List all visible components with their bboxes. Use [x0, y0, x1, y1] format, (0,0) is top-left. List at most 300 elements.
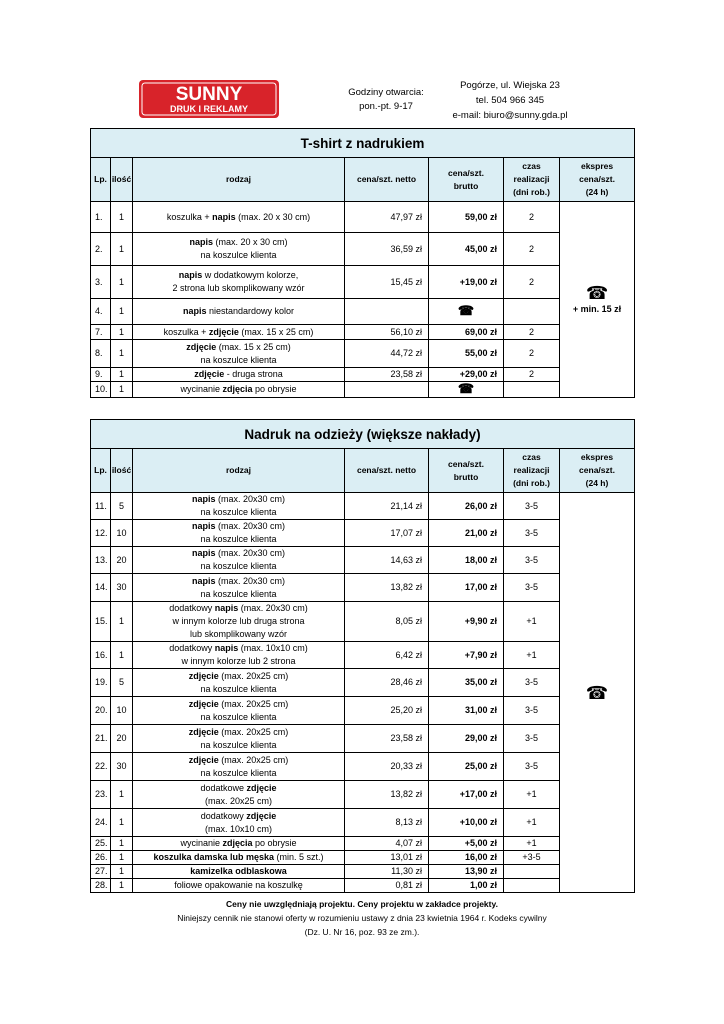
row-quantity: 1: [111, 202, 133, 233]
gross-price: 17,00 zł: [429, 574, 504, 602]
lead-time: [504, 865, 560, 879]
table-row: [91, 368, 635, 382]
description-line1: [133, 269, 344, 282]
description-line1: [133, 726, 344, 739]
gross-price: +17,00 zł: [429, 781, 504, 809]
row-quantity: 5: [111, 493, 133, 520]
row-quantity: 1: [111, 809, 133, 837]
description-line2: na koszulce klienta: [200, 507, 277, 517]
gross-price: +9,90 zł: [429, 602, 504, 642]
row-number: 14.: [91, 574, 111, 602]
product-description: [133, 299, 345, 325]
row-number: 24.: [91, 809, 111, 837]
table-title: Nadruk na odzieży (większe nakłady): [91, 420, 635, 449]
description-line1: [133, 879, 344, 892]
description-text: (max. 20x25 cm): [218, 754, 289, 765]
description-keyword: zdjęcie: [186, 341, 217, 352]
net-price: 8,05 zł: [345, 602, 429, 642]
description-text: (max. 20x30 cm): [215, 548, 286, 558]
description-text: niestandardowy kolor: [206, 306, 295, 316]
header-qty: ilość: [111, 449, 133, 493]
header-express-line3: (24 h): [585, 478, 609, 488]
header-qty: ilość: [111, 158, 133, 202]
header-express: [560, 449, 635, 493]
description-line1: [133, 493, 344, 506]
row-quantity: 1: [111, 851, 133, 865]
description-line2: 2 strona lub skomplikowany wzór: [172, 283, 305, 293]
product-description: [133, 669, 345, 697]
description-keyword: napis: [212, 211, 236, 222]
gross-price: +10,00 zł: [429, 809, 504, 837]
description-line2: na koszulce klienta: [200, 711, 277, 722]
description-keyword: napis: [178, 270, 203, 280]
logo-brand-text: SUNNY: [175, 84, 243, 105]
phone-icon: ☎: [457, 381, 475, 396]
description-line2: na koszulce klienta: [200, 561, 277, 571]
row-quantity: 1: [111, 382, 133, 398]
description-line2: na koszulce klienta: [200, 534, 277, 544]
lead-time: 2: [504, 202, 560, 233]
gross-price: 21,00 zł: [429, 520, 504, 547]
description-keyword: napis: [191, 575, 216, 586]
table-header-row: [91, 158, 635, 202]
description-text: (max. 15 x 25 cm): [238, 326, 314, 337]
product-description: [133, 493, 345, 520]
description-line1: [133, 305, 344, 318]
row-number: 9.: [91, 368, 111, 382]
gross-price: 59,00 zł: [429, 202, 504, 233]
gross-price: [429, 382, 504, 398]
description-line1: [133, 547, 344, 560]
description-text: (min. 5 szt.): [274, 852, 324, 862]
net-price: 14,63 zł: [345, 547, 429, 574]
description-line1: [133, 837, 344, 850]
product-description: [133, 325, 345, 340]
gross-price: 29,00 zł: [429, 725, 504, 753]
header-express-line2: cena/szt.: [579, 465, 615, 475]
footer-legal-note: Niniejszy cennik nie stanowi oferty w rozumieniu ustawy z dnia 23 kwietnia 1964 r. Kodeks cywilny: [177, 913, 547, 923]
row-number: 15.: [91, 602, 111, 642]
lead-time: 2: [504, 266, 560, 299]
phone-icon: ☎: [585, 682, 609, 703]
header-gross-line2: brutto: [453, 180, 479, 191]
header-type: rodzaj: [133, 449, 345, 493]
description-text: (max. 20x25 cm): [218, 670, 289, 681]
row-quantity: 1: [111, 368, 133, 382]
table-row: [91, 865, 635, 879]
product-description: [133, 266, 345, 299]
description-line2: w innym kolorze lub druga strona: [172, 616, 305, 626]
table-title-row: [91, 129, 635, 158]
product-description: [133, 809, 345, 837]
description-keyword: napis: [214, 643, 239, 653]
net-price: 13,82 zł: [345, 574, 429, 602]
header-time-line2: realizacji: [513, 174, 550, 184]
header-gross-price: [429, 158, 504, 202]
table-row: [91, 266, 635, 299]
row-number: 20.: [91, 697, 111, 725]
description-text: po obrysie: [252, 384, 297, 394]
header-gross-price: [429, 449, 504, 493]
table-row: [91, 299, 635, 325]
description-keyword: zdjęcie: [246, 782, 277, 793]
row-number: 21.: [91, 725, 111, 753]
table-row: [91, 325, 635, 340]
description-line1: [133, 520, 344, 533]
description-keyword: zdjęcie: [208, 326, 239, 337]
lead-time: 2: [504, 233, 560, 266]
row-number: 3.: [91, 266, 111, 299]
lead-time: +3-5: [504, 851, 560, 865]
gross-price: 26,00 zł: [429, 493, 504, 520]
row-quantity: 5: [111, 669, 133, 697]
description-text: dodatkowy: [169, 603, 215, 613]
product-description: [133, 382, 345, 398]
lead-time: +1: [504, 642, 560, 669]
row-number: 4.: [91, 299, 111, 325]
description-line2: na koszulce klienta: [200, 767, 277, 778]
table-row: [91, 602, 635, 642]
row-number: 27.: [91, 865, 111, 879]
row-number: 13.: [91, 547, 111, 574]
product-description: [133, 574, 345, 602]
table-row: [91, 547, 635, 574]
description-keyword: zdjęcie: [188, 698, 219, 709]
description-keyword: zdjęcie: [194, 369, 225, 379]
table-row: [91, 340, 635, 368]
description-keyword: zdjęcie: [188, 670, 219, 681]
description-line2: w innym kolorze lub 2 strona: [181, 656, 296, 666]
table-row: [91, 669, 635, 697]
header-time-line3: (dni rob.): [513, 187, 550, 197]
table-row: [91, 781, 635, 809]
description-keyword: kamizelka odblaskowa: [190, 866, 287, 876]
contact-address: Pogórze, ul. Wiejska 23: [460, 80, 560, 91]
table-row: [91, 574, 635, 602]
table-row: [91, 382, 635, 398]
row-quantity: 1: [111, 299, 133, 325]
lead-time: [504, 299, 560, 325]
table-row: [91, 837, 635, 851]
description-text: foliowe opakowanie na koszulkę: [174, 880, 303, 890]
row-number: 12.: [91, 520, 111, 547]
row-quantity: 20: [111, 547, 133, 574]
net-price: 47,97 zł: [345, 202, 429, 233]
header-net-price: cena/szt. netto: [345, 449, 429, 493]
product-description: [133, 781, 345, 809]
description-keyword: napis: [214, 603, 239, 613]
product-description: [133, 642, 345, 669]
description-keyword: napis: [191, 494, 216, 504]
net-price: 0,81 zł: [345, 879, 429, 893]
description-text: (max. 20x30 cm): [215, 521, 286, 531]
table-row: [91, 233, 635, 266]
header-express-line1: ekspres: [580, 452, 614, 462]
lead-time: 3-5: [504, 669, 560, 697]
description-keyword: koszulka damska lub męska: [153, 852, 275, 862]
description-line2: na koszulce klienta: [200, 250, 277, 260]
clothing-table-body: [91, 420, 635, 893]
header-time-line2: realizacji: [513, 465, 550, 475]
description-line1: [133, 575, 344, 588]
logo-tagline-text: DRUK I REKLAMY: [170, 104, 248, 114]
lead-time: [504, 879, 560, 893]
row-quantity: 30: [111, 574, 133, 602]
row-quantity: 20: [111, 725, 133, 753]
sunny-logo: [139, 80, 279, 118]
contact-info: [425, 78, 595, 123]
express-price: [560, 493, 635, 893]
gross-price: 31,00 zł: [429, 697, 504, 725]
product-description: [133, 202, 345, 233]
row-number: 22.: [91, 753, 111, 781]
description-text: - druga strona: [224, 369, 283, 379]
lead-time: 3-5: [504, 753, 560, 781]
description-line1: [133, 602, 344, 615]
net-price: 23,58 zł: [345, 725, 429, 753]
net-price: 56,10 zł: [345, 325, 429, 340]
product-description: [133, 753, 345, 781]
net-price: 8,13 zł: [345, 809, 429, 837]
net-price: 13,01 zł: [345, 851, 429, 865]
description-keyword: zdjęcie: [188, 726, 219, 737]
description-text: dodatkowy: [200, 810, 247, 821]
header-express: [560, 158, 635, 202]
description-text: koszulka +: [166, 211, 213, 222]
table-row: [91, 809, 635, 837]
phone-icon: ☎: [457, 303, 475, 318]
header-gross-line1: cena/szt.: [448, 167, 484, 178]
description-text: w dodatkowym kolorze,: [202, 270, 299, 280]
product-description: [133, 547, 345, 574]
gross-price: 45,00 zł: [429, 233, 504, 266]
express-price: [560, 202, 635, 398]
table-row: [91, 753, 635, 781]
header-time-line1: czas: [522, 161, 541, 171]
header-express-line2: cena/szt.: [579, 174, 615, 184]
product-description: [133, 725, 345, 753]
description-line1: [133, 754, 344, 767]
row-number: 2.: [91, 233, 111, 266]
description-line1: [133, 865, 344, 878]
description-keyword: napis: [182, 306, 207, 316]
table-row: [91, 697, 635, 725]
row-number: 26.: [91, 851, 111, 865]
description-text: po obrysie: [252, 838, 297, 848]
description-line2: na koszulce klienta: [200, 588, 277, 599]
header-lp: Lp.: [91, 449, 111, 493]
lead-time: +1: [504, 837, 560, 851]
lead-time: 3-5: [504, 493, 560, 520]
description-line1: [133, 236, 344, 249]
description-line1: [133, 782, 344, 795]
hours-label: Godziny otwarcia:: [348, 87, 424, 98]
contact-email: e-mail: biuro@sunny.gda.pl: [452, 110, 568, 121]
description-line1: [133, 698, 344, 711]
description-text: (max. 15 x 25 cm): [216, 341, 291, 352]
description-text: (max. 20x25 cm): [218, 726, 289, 737]
row-number: 28.: [91, 879, 111, 893]
product-description: [133, 879, 345, 893]
lead-time: 2: [504, 368, 560, 382]
row-quantity: 1: [111, 340, 133, 368]
table-row: [91, 493, 635, 520]
row-quantity: 1: [111, 837, 133, 851]
net-price: 36,59 zł: [345, 233, 429, 266]
description-line3: lub skomplikowany wzór: [189, 629, 288, 639]
lead-time: 3-5: [504, 547, 560, 574]
description-line1: [133, 851, 344, 864]
net-price: 25,20 zł: [345, 697, 429, 725]
description-keyword: zdjęcie: [246, 810, 277, 821]
footer-project-note: Ceny nie uwzględniają projektu. Ceny projektu w zakładce projekty.: [226, 899, 498, 909]
product-description: [133, 233, 345, 266]
description-text: wycinanie: [180, 838, 223, 848]
row-quantity: 30: [111, 753, 133, 781]
description-text: (max. 10x10 cm): [238, 643, 308, 653]
lead-time: +1: [504, 602, 560, 642]
opening-hours: [336, 86, 436, 114]
row-quantity: 1: [111, 233, 133, 266]
header-lead-time: [504, 158, 560, 202]
header-time-line1: czas: [522, 452, 541, 462]
header-lead-time: [504, 449, 560, 493]
express-surcharge: + min. 15 zł: [572, 304, 622, 314]
gross-price: 16,00 zł: [429, 851, 504, 865]
header-lp: Lp.: [91, 158, 111, 202]
gross-price: +29,00 zł: [429, 368, 504, 382]
description-text: (max. 20x30 cm): [215, 494, 286, 504]
row-number: 19.: [91, 669, 111, 697]
header-express-line1: ekspres: [580, 161, 614, 171]
header-net-price: cena/szt. netto: [345, 158, 429, 202]
lead-time: +1: [504, 781, 560, 809]
description-line2: na koszulce klienta: [200, 354, 277, 365]
product-description: [133, 697, 345, 725]
description-line1: [133, 341, 344, 354]
row-number: 11.: [91, 493, 111, 520]
gross-price: 1,00 zł: [429, 879, 504, 893]
description-line1: [133, 642, 344, 655]
description-text: dodatkowe: [200, 782, 247, 793]
gross-price: 55,00 zł: [429, 340, 504, 368]
row-number: 16.: [91, 642, 111, 669]
net-price: 17,07 zł: [345, 520, 429, 547]
description-keyword: napis: [189, 237, 213, 247]
net-price: 15,45 zł: [345, 266, 429, 299]
product-description: [133, 837, 345, 851]
description-line1: [133, 383, 344, 396]
description-line2: (max. 20x25 cm): [204, 795, 273, 806]
net-price: 23,58 zł: [345, 368, 429, 382]
row-number: 7.: [91, 325, 111, 340]
description-text: (max. 20x30 cm): [215, 575, 286, 586]
description-text: (max. 20 x 30 cm): [235, 211, 311, 222]
lead-time: 3-5: [504, 520, 560, 547]
lead-time: [504, 382, 560, 398]
product-description: [133, 368, 345, 382]
table-row: [91, 202, 635, 233]
header-express-line3: (24 h): [585, 187, 609, 197]
hours-value: pon.-pt. 9-17: [359, 101, 413, 112]
description-text: (max. 20 x 30 cm): [212, 237, 288, 247]
row-quantity: 10: [111, 697, 133, 725]
net-price: 11,30 zł: [345, 865, 429, 879]
net-price: [345, 299, 429, 325]
footer-legal-ref: (Dz. U. Nr 16, poz. 93 ze zm.).: [304, 927, 420, 937]
lead-time: 3-5: [504, 725, 560, 753]
table-row: [91, 642, 635, 669]
gross-price: 35,00 zł: [429, 669, 504, 697]
product-description: [133, 851, 345, 865]
footer-notes: [90, 897, 634, 939]
table-title-row: [91, 420, 635, 449]
gross-price: +7,90 zł: [429, 642, 504, 669]
description-keyword: zdjęcie: [188, 754, 219, 765]
description-keyword: zdjęcia: [222, 838, 253, 848]
net-price: 6,42 zł: [345, 642, 429, 669]
tshirt-table-body: [91, 129, 635, 398]
table-row: [91, 520, 635, 547]
row-quantity: 1: [111, 325, 133, 340]
lead-time: 3-5: [504, 574, 560, 602]
header-gross-line2: brutto: [453, 471, 479, 482]
contact-phone: tel. 504 966 345: [475, 95, 545, 106]
table-row: [91, 851, 635, 865]
lead-time: 2: [504, 340, 560, 368]
net-price: 20,33 zł: [345, 753, 429, 781]
lead-time: 3-5: [504, 697, 560, 725]
net-price: [345, 382, 429, 398]
net-price: 28,46 zł: [345, 669, 429, 697]
table-row: [91, 879, 635, 893]
gross-price: 13,90 zł: [429, 865, 504, 879]
description-text: dodatkowy: [169, 643, 215, 653]
net-price: 21,14 zł: [345, 493, 429, 520]
gross-price: 18,00 zł: [429, 547, 504, 574]
gross-price: 25,00 zł: [429, 753, 504, 781]
description-keyword: napis: [191, 521, 216, 531]
row-number: 10.: [91, 382, 111, 398]
product-description: [133, 340, 345, 368]
row-quantity: 1: [111, 642, 133, 669]
net-price: 4,07 zł: [345, 837, 429, 851]
phone-icon: ☎: [585, 283, 609, 303]
row-quantity: 1: [111, 602, 133, 642]
description-line2: (max. 10x10 cm): [204, 823, 273, 834]
row-number: 8.: [91, 340, 111, 368]
row-quantity: 1: [111, 865, 133, 879]
description-line2: na koszulce klienta: [200, 683, 277, 694]
header-time-line3: (dni rob.): [513, 478, 550, 488]
row-number: 25.: [91, 837, 111, 851]
description-line1: [133, 326, 344, 339]
description-line2: na koszulce klienta: [200, 739, 277, 750]
product-description: [133, 865, 345, 879]
lead-time: 2: [504, 325, 560, 340]
product-description: [133, 602, 345, 642]
gross-price: +19,00 zł: [429, 266, 504, 299]
tshirt-price-table: [90, 128, 635, 398]
row-number: 23.: [91, 781, 111, 809]
row-number: 1.: [91, 202, 111, 233]
description-text: (max. 20x25 cm): [218, 698, 289, 709]
table-row: [91, 725, 635, 753]
lead-time: +1: [504, 809, 560, 837]
product-description: [133, 520, 345, 547]
net-price: 13,82 zł: [345, 781, 429, 809]
row-quantity: 1: [111, 781, 133, 809]
